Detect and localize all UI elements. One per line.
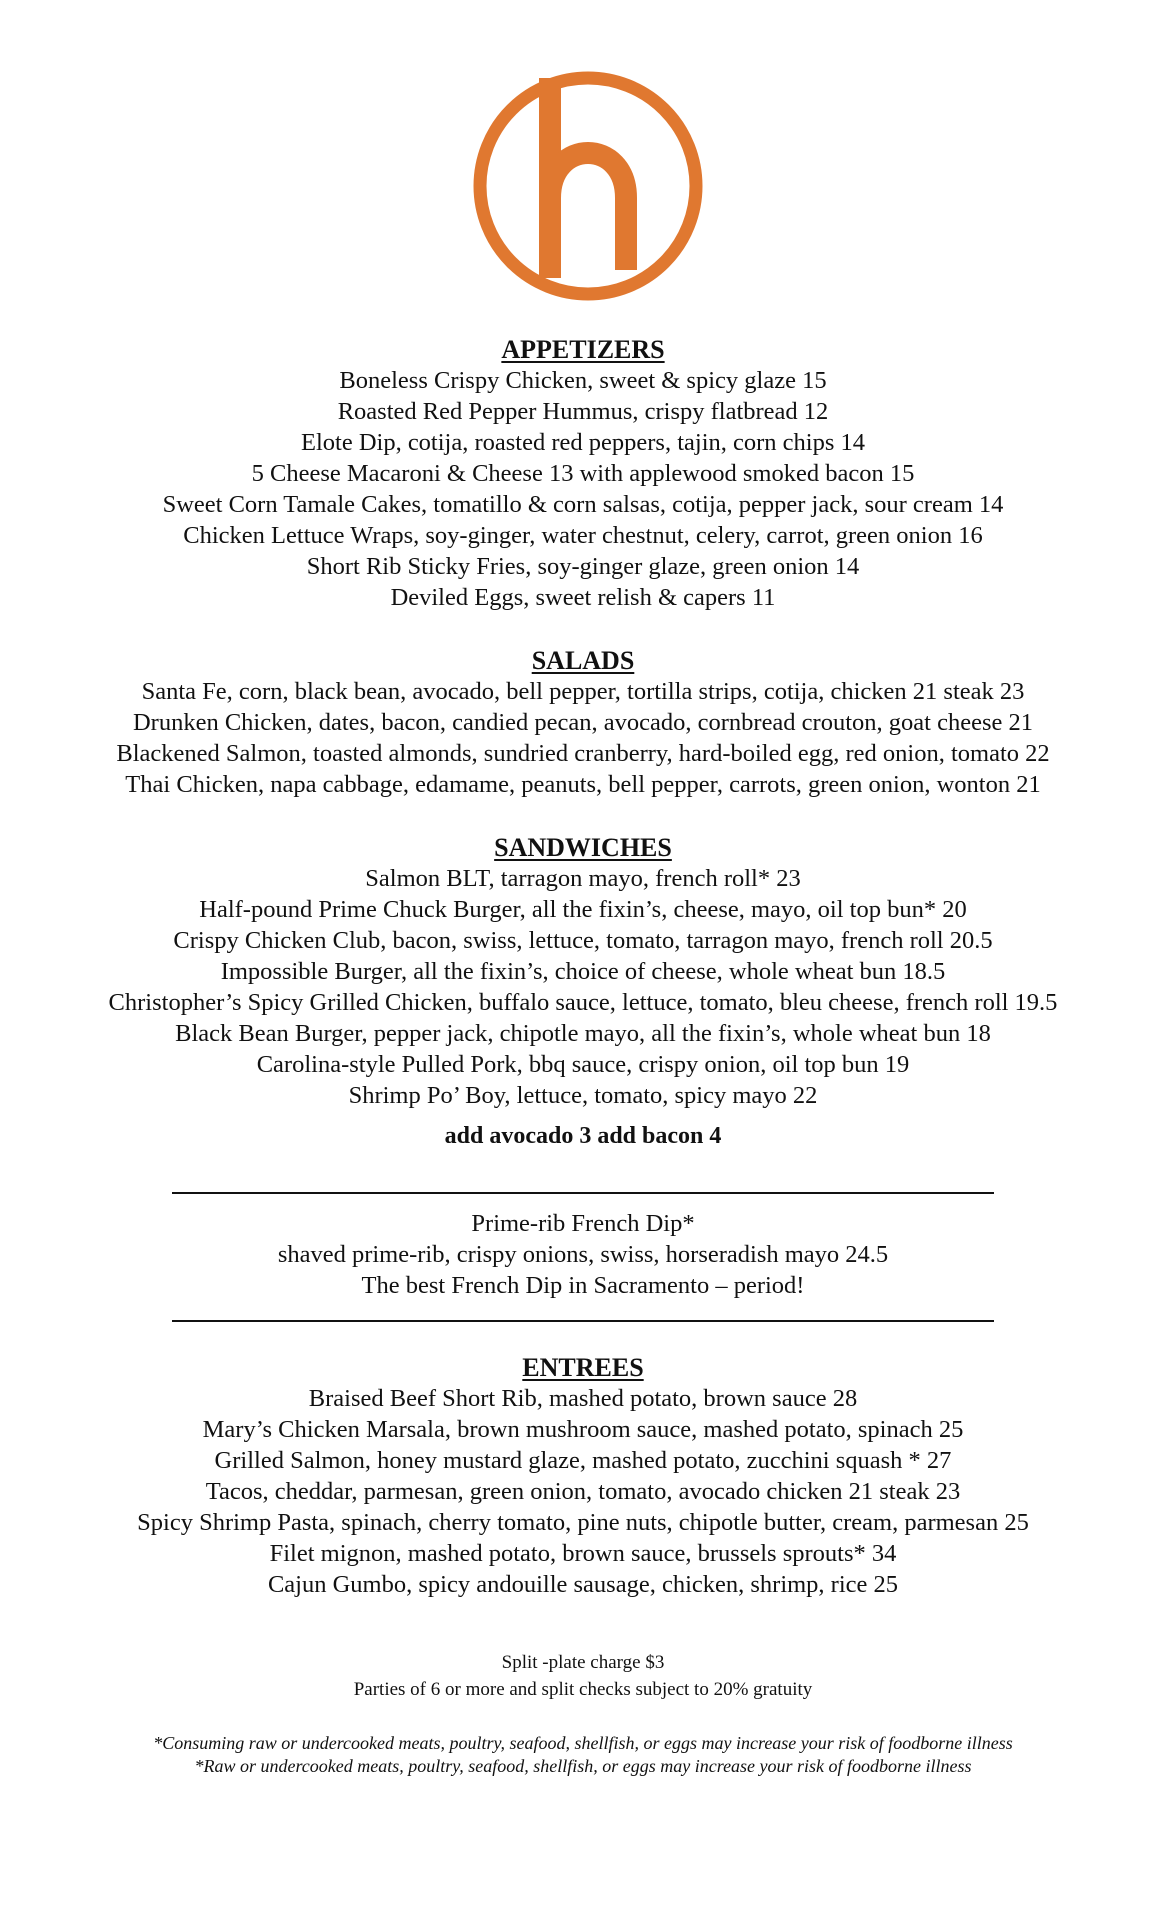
salad-item: Blackened Salmon, toasted almonds, sundried cranberry, hard-boiled egg, red onion, tomato 22	[116, 740, 1050, 767]
entree-item: Braised Beef Short Rib, mashed potato, brown sauce 28	[308, 1385, 858, 1412]
sandwich-item: Salmon BLT, tarragon mayo, french roll* 23	[365, 865, 801, 892]
disclaimer-line: *Raw or undercooked meats, poultry, seafood, shellfish, or eggs may increase your risk of foodborne illness	[194, 1756, 972, 1776]
salad-item: Drunken Chicken, dates, bacon, candied pecan, avocado, cornbread crouton, goat cheese 21	[132, 709, 1033, 736]
sandwich-addons: add avocado 3 add bacon 4	[444, 1123, 722, 1149]
menu-body	[0, 334, 1166, 1600]
sandwiches-section	[0, 832, 1166, 1152]
entree-item: Mary’s Chicken Marsala, brown mushroom sauce, mashed potato, spinach 25	[202, 1416, 964, 1443]
salad-item: Thai Chicken, napa cabbage, edamame, peanuts, bell pepper, carrots, green onion, wonton 21	[125, 771, 1041, 798]
appetizer-item: Elote Dip, cotija, roasted red peppers, tajin, corn chips 14	[300, 429, 865, 456]
appetizer-item: Short Rib Sticky Fries, soy-ginger glaze, green onion 14	[306, 553, 860, 580]
section-spacer	[0, 613, 1166, 645]
sandwich-item: Shrimp Po’ Boy, lettuce, tomato, spicy mayo 22	[348, 1082, 818, 1109]
disclaimer-line: *Consuming raw or undercooked meats, poultry, seafood, shellfish, or eggs may increase your risk of foodborne illness	[153, 1733, 1013, 1753]
salads-heading: SALADS	[531, 646, 635, 675]
sandwich-item: Crispy Chicken Club, bacon, swiss, lettuce, tomato, tarragon mayo, french roll 20.5	[173, 927, 993, 954]
salad-item: Santa Fe, corn, black bean, avocado, bell pepper, tortilla strips, cotija, chicken 21 steak 23	[141, 678, 1025, 705]
appetizer-item: Deviled Eggs, sweet relish & capers 11	[390, 584, 776, 611]
section-spacer	[0, 1322, 1166, 1352]
entree-item: Grilled Salmon, honey mustard glaze, mashed potato, zucchini squash * 27	[214, 1447, 952, 1474]
restaurant-logo	[468, 66, 708, 306]
sandwich-item: Impossible Burger, all the fixin’s, choice of cheese, whole wheat bun 18.5	[220, 958, 946, 985]
special-tagline: The best French Dip in Sacramento – period!	[361, 1272, 805, 1299]
policy-notes	[0, 1649, 1166, 1703]
entree-item: Spicy Shrimp Pasta, spinach, cherry tomato, pine nuts, chipotle butter, cream, parmesan 25	[137, 1509, 1029, 1536]
gratuity-note: Parties of 6 or more and split checks subject to 20% gratuity	[353, 1679, 813, 1700]
entrees-section	[0, 1352, 1166, 1600]
section-spacer	[0, 800, 1166, 832]
sandwiches-heading: SANDWICHES	[494, 833, 672, 862]
health-disclaimers	[0, 1732, 1166, 1778]
split-plate-note: Split -plate charge $3	[501, 1652, 665, 1673]
appetizer-item: Chicken Lettuce Wraps, soy-ginger, water chestnut, celery, carrot, green onion 16	[183, 522, 983, 549]
sandwich-item: Carolina-style Pulled Pork, bbq sauce, crispy onion, oil top bun 19	[256, 1051, 910, 1078]
salads-section	[0, 645, 1166, 800]
sandwich-item: Black Bean Burger, pepper jack, chipotle mayo, all the fixin’s, whole wheat bun 18	[175, 1020, 991, 1047]
entree-item: Cajun Gumbo, spicy andouille sausage, chicken, shrimp, rice 25	[267, 1571, 899, 1598]
appetizers-section	[0, 334, 1166, 613]
appetizer-item: Boneless Crispy Chicken, sweet & spicy glaze 15	[339, 367, 827, 394]
appetizer-item: Roasted Red Pepper Hummus, crispy flatbread 12	[337, 398, 829, 425]
sandwich-item: Half-pound Prime Chuck Burger, all the fixin’s, cheese, mayo, oil top bun* 20	[199, 896, 967, 923]
entree-item: Filet mignon, mashed potato, brown sauce, brussels sprouts* 34	[269, 1540, 897, 1567]
sandwich-item: Christopher’s Spicy Grilled Chicken, buffalo sauce, lettuce, tomato, bleu cheese, french roll 19.5	[108, 989, 1058, 1016]
featured-special	[0, 1208, 1166, 1301]
appetizers-heading: APPETIZERS	[501, 335, 665, 364]
entrees-heading: ENTREES	[522, 1353, 644, 1382]
section-spacer	[0, 1152, 1166, 1192]
appetizer-item: 5 Cheese Macaroni & Cheese 13 with applewood smoked bacon 15	[251, 460, 915, 487]
entree-item: Tacos, cheddar, parmesan, green onion, tomato, avocado chicken 21 steak 23	[205, 1478, 961, 1505]
divider-top	[172, 1192, 994, 1194]
appetizer-item: Sweet Corn Tamale Cakes, tomatillo & corn salsas, cotija, pepper jack, sour cream 14	[162, 491, 1004, 518]
special-name: Prime-rib French Dip*	[471, 1210, 695, 1237]
special-description: shaved prime-rib, crispy onions, swiss, horseradish mayo 24.5	[277, 1241, 889, 1268]
